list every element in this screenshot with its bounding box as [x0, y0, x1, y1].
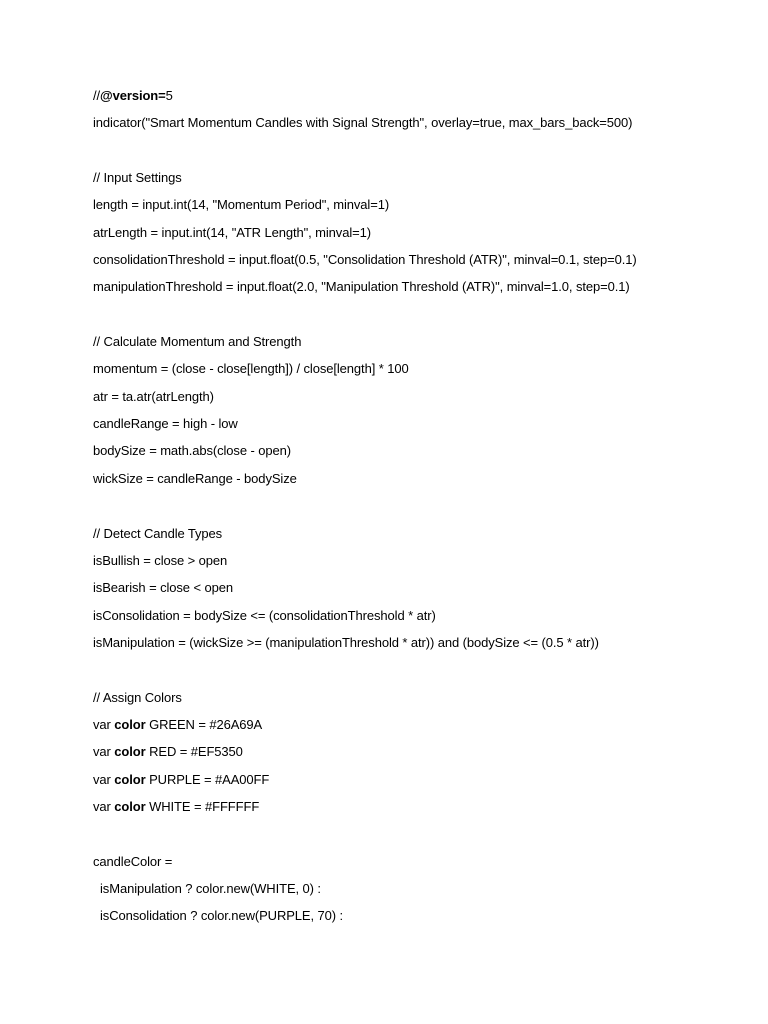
- code-line-comment-calc: // Calculate Momentum and Strength: [93, 334, 302, 350]
- code-line-candle-range: candleRange = high - low: [93, 416, 238, 432]
- comment-prefix: //: [93, 88, 101, 103]
- code-line-length: length = input.int(14, "Momentum Period", minval=1): [93, 197, 390, 213]
- code-line-consolidation-threshold: consolidationThreshold = input.float(0.5, "Consolidation Threshold (ATR)", minval=0.1, step=0.1): [93, 252, 637, 268]
- color-keyword: color: [114, 716, 146, 732]
- version-keyword: @version=: [100, 88, 166, 103]
- var-keyword: var: [93, 744, 115, 760]
- version-number: 5: [165, 88, 173, 103]
- var-keyword: var: [93, 771, 115, 787]
- code-line-atr: atr = ta.atr(atrLength): [93, 388, 214, 404]
- code-line-candle-color: candleColor =: [93, 853, 173, 869]
- code-line-manipulation-threshold: manipulationThreshold = input.float(2.0, "Manipulation Threshold (ATR)", minval=1.0, step=0.1): [93, 279, 630, 295]
- var-keyword: var: [93, 716, 115, 732]
- assignment: RED = #EF5350: [145, 744, 243, 760]
- code-line-var-green: [93, 715, 733, 742]
- blank-line: [93, 824, 733, 851]
- code-line-comment-colors: // Assign Colors: [93, 689, 182, 705]
- code-line-indicator: indicator("Smart Momentum Candles with Signal Strength", overlay=true, max_bars_back=500): [93, 115, 633, 131]
- assignment: GREEN = #26A69A: [145, 716, 263, 732]
- code-line-var-white: [93, 797, 733, 824]
- color-keyword: color: [114, 744, 146, 760]
- code-line-atr-length: atrLength = input.int(14, "ATR Length", minval=1): [93, 224, 371, 240]
- code-line-wick-size: wickSize = candleRange - bodySize: [93, 470, 297, 486]
- code-line-comment-detect: // Detect Candle Types: [93, 525, 223, 541]
- code-line-momentum: momentum = (close - close[length]) / close[length] * 100: [93, 361, 409, 377]
- blank-line: [93, 305, 733, 332]
- code-line-var-red: [93, 742, 733, 769]
- var-keyword: var: [93, 798, 115, 814]
- code-line-is-manipulation: isManipulation = (wickSize >= (manipulationThreshold * atr)) and (bodySize <= (0.5 * atr)): [93, 634, 599, 650]
- color-keyword: color: [114, 771, 146, 787]
- assignment: PURPLE = #AA00FF: [145, 771, 270, 787]
- code-line-is-bearish: isBearish = close < open: [93, 580, 233, 596]
- code-line-comment-inputs: // Input Settings: [93, 170, 182, 186]
- blank-line: [93, 660, 733, 687]
- code-line-version: [93, 86, 733, 113]
- code-line-manipulation-branch: isManipulation ? color.new(WHITE, 0) :: [93, 880, 321, 896]
- code-line-var-purple: [93, 770, 733, 797]
- blank-line: [93, 496, 733, 523]
- blank-line: [93, 141, 733, 168]
- code-line-body-size: bodySize = math.abs(close - open): [93, 443, 291, 459]
- color-keyword: color: [114, 798, 146, 814]
- code-line-is-consolidation: isConsolidation = bodySize <= (consolidationThreshold * atr): [93, 607, 436, 623]
- code-block: [93, 86, 733, 934]
- code-line-is-bullish: isBullish = close > open: [93, 552, 228, 568]
- code-line-consolidation-branch: isConsolidation ? color.new(PURPLE, 70) :: [93, 908, 344, 924]
- assignment: WHITE = #FFFFFF: [145, 798, 260, 814]
